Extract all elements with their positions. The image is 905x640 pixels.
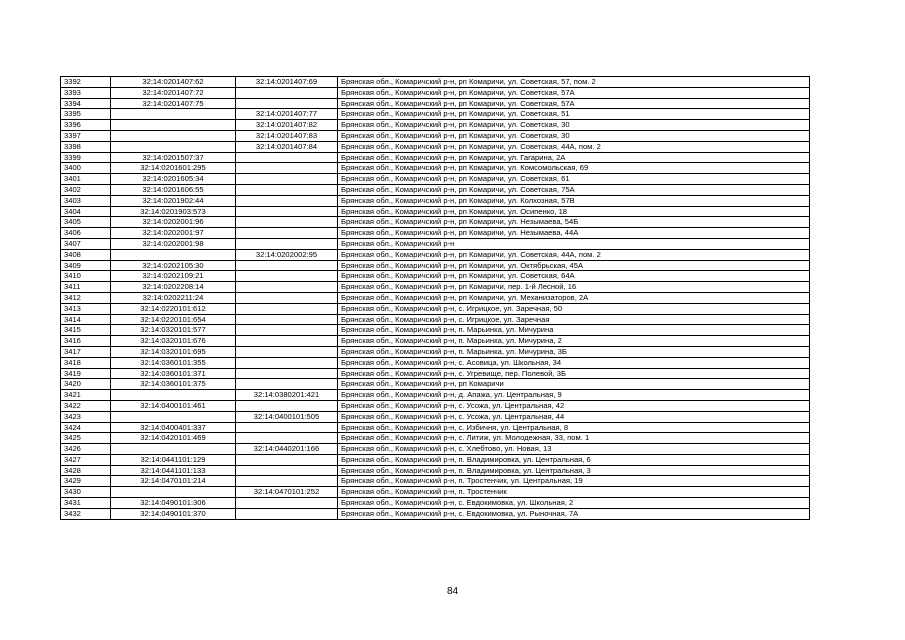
address-cell: Брянская обл., Комаричский р-н, с. Избичня, ул. Центральная, 8 [338,422,810,433]
address-cell: Брянская обл., Комаричский р-н, рп Комаричи, ул. Незымаева, 54Б [338,217,810,228]
row-number-cell: 3408 [61,249,111,260]
table-row [61,508,810,519]
address-cell: Брянская обл., Комаричский р-н, п. Владимировка, ул. Центральная, 3 [338,465,810,476]
table-row [61,249,810,260]
table-row [61,476,810,487]
table-row [61,325,810,336]
related-cadastral-number-cell [236,228,338,239]
address-cell: Брянская обл., Комаричский р-н, рп Комаричи, ул. Советская, 57А [338,98,810,109]
cadastral-number-cell: 32:14:0490101:370 [111,508,236,519]
related-cadastral-number-cell [236,314,338,325]
address-cell: Брянская обл., Комаричский р-н [338,238,810,249]
related-cadastral-number-cell: 32:14:0201407:69 [236,77,338,88]
row-number-cell: 3400 [61,163,111,174]
cadastral-number-cell: 32:14:0360101:355 [111,357,236,368]
cadastral-number-cell [111,130,236,141]
related-cadastral-number-cell [236,184,338,195]
cadastral-number-cell [111,411,236,422]
related-cadastral-number-cell: 32:14:0201407:82 [236,120,338,131]
address-cell: Брянская обл., Комаричский р-н, с. Литиж, ул. Молодежная, 33, пом. 1 [338,433,810,444]
cadastral-number-cell: 32:14:0202001:96 [111,217,236,228]
related-cadastral-number-cell [236,303,338,314]
table-row [61,433,810,444]
cadastral-number-cell: 32:14:0441101:129 [111,454,236,465]
cadastral-number-cell [111,120,236,131]
cadastral-number-cell: 32:14:0320101:676 [111,336,236,347]
related-cadastral-number-cell [236,217,338,228]
related-cadastral-number-cell [236,400,338,411]
cadastral-number-cell [111,141,236,152]
related-cadastral-number-cell: 32:14:0400101:505 [236,411,338,422]
row-number-cell: 3426 [61,444,111,455]
table-row [61,357,810,368]
address-cell: Брянская обл., Комаричский р-н, п. Тростенчик [338,487,810,498]
cadastral-number-cell: 32:14:0360101:375 [111,379,236,390]
row-number-cell: 3424 [61,422,111,433]
related-cadastral-number-cell [236,206,338,217]
table-row [61,292,810,303]
registry-table [60,76,810,520]
table-row [61,98,810,109]
cadastral-number-cell: 32:14:0320101:695 [111,346,236,357]
address-cell: Брянская обл., Комаричский р-н, п. Марьинка, ул. Мичурина, 2 [338,336,810,347]
table-row [61,87,810,98]
cadastral-number-cell: 32:14:0201606:55 [111,184,236,195]
related-cadastral-number-cell: 32:14:0380201:421 [236,390,338,401]
row-number-cell: 3428 [61,465,111,476]
address-cell: Брянская обл., Комаричский р-н, рп Комаричи, ул. Советская, 44А, пом. 2 [338,141,810,152]
row-number-cell: 3403 [61,195,111,206]
related-cadastral-number-cell [236,174,338,185]
cadastral-number-cell: 32:14:0202208:14 [111,282,236,293]
row-number-cell: 3398 [61,141,111,152]
address-cell: Брянская обл., Комаричский р-н, рп Комаричи, ул. Советская, 61 [338,174,810,185]
row-number-cell: 3423 [61,411,111,422]
related-cadastral-number-cell [236,292,338,303]
row-number-cell: 3418 [61,357,111,368]
table-row [61,487,810,498]
page-number: 84 [446,586,459,597]
table-row [61,206,810,217]
cadastral-number-cell: 32:14:0441101:133 [111,465,236,476]
cadastral-number-cell: 32:14:0202109:21 [111,271,236,282]
table-row [61,422,810,433]
address-cell: Брянская обл., Комаричский р-н, рп Комаричи, ул. Советская, 64А [338,271,810,282]
related-cadastral-number-cell [236,238,338,249]
address-cell: Брянская обл., Комаричский р-н, п. Владимировка, ул. Центральная, 6 [338,454,810,465]
cadastral-number-cell: 32:14:0201605:34 [111,174,236,185]
address-cell: Брянская обл., Комаричский р-н, с. Евдокимовка, ул. Школьная, 2 [338,498,810,509]
address-cell: Брянская обл., Комаричский р-н, с. Игрицкое, ул. Заречная, 50 [338,303,810,314]
row-number-cell: 3396 [61,120,111,131]
address-cell: Брянская обл., Комаричский р-н, рп Комаричи, ул. Советская, 51 [338,109,810,120]
related-cadastral-number-cell [236,195,338,206]
address-cell: Брянская обл., Комаричский р-н, п. Тростенчик, ул. Центральная, 19 [338,476,810,487]
table-row [61,314,810,325]
address-cell: Брянская обл., Комаричский р-н, рп Комаричи, ул. Советская, 30 [338,130,810,141]
row-number-cell: 3407 [61,238,111,249]
cadastral-number-cell: 32:14:0202105:30 [111,260,236,271]
registry-table-body [61,77,810,520]
related-cadastral-number-cell [236,271,338,282]
address-cell: Брянская обл., Комаричский р-н, п. Марьинка, ул. Мичурина [338,325,810,336]
table-row [61,217,810,228]
cadastral-number-cell: 32:14:0400401:337 [111,422,236,433]
address-cell: Брянская обл., Комаричский р-н, с. Игрицкое, ул. Заречная [338,314,810,325]
cadastral-number-cell: 32:14:0201407:72 [111,87,236,98]
table-row [61,77,810,88]
cadastral-number-cell: 32:14:0400101:461 [111,400,236,411]
cadastral-number-cell: 32:14:0360101:371 [111,368,236,379]
table-row [61,498,810,509]
cadastral-number-cell: 32:14:0201507:37 [111,152,236,163]
address-cell: Брянская обл., Комаричский р-н, рп Комаричи, ул. Осипенко, 18 [338,206,810,217]
table-row [61,120,810,131]
row-number-cell: 3402 [61,184,111,195]
cadastral-number-cell [111,390,236,401]
table-row [61,271,810,282]
address-cell: Брянская обл., Комаричский р-н, рп Комаричи, ул. Октябрьская, 45А [338,260,810,271]
address-cell: Брянская обл., Комаричский р-н, рп Комаричи, ул. Колхозная, 57В [338,195,810,206]
address-cell: Брянская обл., Комаричский р-н, с. Усожа, ул. Центральная, 42 [338,400,810,411]
related-cadastral-number-cell: 32:14:0201407:84 [236,141,338,152]
row-number-cell: 3425 [61,433,111,444]
cadastral-number-cell: 32:14:0202001:98 [111,238,236,249]
row-number-cell: 3397 [61,130,111,141]
related-cadastral-number-cell [236,357,338,368]
table-row [61,346,810,357]
cadastral-number-cell: 32:14:0490101:306 [111,498,236,509]
row-number-cell: 3395 [61,109,111,120]
address-cell: Брянская обл., Комаричский р-н, рп Комаричи, ул. Комсомольская, 69 [338,163,810,174]
related-cadastral-number-cell [236,465,338,476]
cadastral-number-cell: 32:14:0201903:573 [111,206,236,217]
cadastral-number-cell: 32:14:0470101:214 [111,476,236,487]
table-row [61,454,810,465]
table-row [61,336,810,347]
cadastral-number-cell: 32:14:0201601:295 [111,163,236,174]
cadastral-number-cell [111,487,236,498]
cadastral-number-cell: 32:14:0220101:612 [111,303,236,314]
related-cadastral-number-cell: 32:14:0201407:83 [236,130,338,141]
row-number-cell: 3404 [61,206,111,217]
table-row [61,444,810,455]
related-cadastral-number-cell [236,98,338,109]
row-number-cell: 3430 [61,487,111,498]
cadastral-number-cell: 32:14:0202001:97 [111,228,236,239]
table-row [61,152,810,163]
table-row [61,163,810,174]
address-cell: Брянская обл., Комаричский р-н, рп Комаричи, ул. Гагарина, 2А [338,152,810,163]
table-row [61,411,810,422]
row-number-cell: 3432 [61,508,111,519]
table-row [61,228,810,239]
related-cadastral-number-cell [236,282,338,293]
cadastral-number-cell: 32:14:0201902:44 [111,195,236,206]
row-number-cell: 3414 [61,314,111,325]
related-cadastral-number-cell [236,379,338,390]
table-row [61,238,810,249]
address-cell: Брянская обл., Комаричский р-н, с. Хлебтово, ул. Новая, 13 [338,444,810,455]
table-row [61,195,810,206]
address-cell: Брянская обл., Комаричский р-н, рп Комаричи, ул. Механизаторов, 2А [338,292,810,303]
related-cadastral-number-cell [236,152,338,163]
row-number-cell: 3429 [61,476,111,487]
related-cadastral-number-cell [236,476,338,487]
related-cadastral-number-cell [236,422,338,433]
address-cell: Брянская обл., Комаричский р-н, рп Комаричи, ул. Советская, 57, пом. 2 [338,77,810,88]
address-cell: Брянская обл., Комаричский р-н, с. Усожа, ул. Центральная, 44 [338,411,810,422]
related-cadastral-number-cell [236,508,338,519]
address-cell: Брянская обл., Комаричский р-н, рп Комаричи, ул. Советская, 30 [338,120,810,131]
related-cadastral-number-cell: 32:14:0201407:77 [236,109,338,120]
table-row [61,390,810,401]
row-number-cell: 3412 [61,292,111,303]
table-row [61,282,810,293]
related-cadastral-number-cell [236,163,338,174]
table-row [61,260,810,271]
address-cell: Брянская обл., Комаричский р-н, рп Комаричи, ул. Советская, 57А [338,87,810,98]
table-row [61,130,810,141]
table-row [61,368,810,379]
related-cadastral-number-cell: 32:14:0202002:95 [236,249,338,260]
row-number-cell: 3421 [61,390,111,401]
related-cadastral-number-cell [236,260,338,271]
related-cadastral-number-cell: 32:14:0440201:166 [236,444,338,455]
row-number-cell: 3392 [61,77,111,88]
cadastral-number-cell: 32:14:0320101:577 [111,325,236,336]
table-row [61,141,810,152]
row-number-cell: 3406 [61,228,111,239]
cadastral-number-cell: 32:14:0420101:469 [111,433,236,444]
row-number-cell: 3420 [61,379,111,390]
row-number-cell: 3411 [61,282,111,293]
address-cell: Брянская обл., Комаричский р-н, с. Асовица, ул. Школьная, 34 [338,357,810,368]
row-number-cell: 3427 [61,454,111,465]
address-cell: Брянская обл., Комаричский р-н, п. Марьинка, ул. Мичурина, 3Б [338,346,810,357]
cadastral-number-cell [111,109,236,120]
table-row [61,109,810,120]
table-row [61,465,810,476]
related-cadastral-number-cell [236,325,338,336]
table-row [61,379,810,390]
row-number-cell: 3416 [61,336,111,347]
cadastral-number-cell: 32:14:0201407:62 [111,77,236,88]
row-number-cell: 3415 [61,325,111,336]
address-cell: Брянская обл., Комаричский р-н, рп Комаричи, ул. Советская, 75А [338,184,810,195]
address-cell: Брянская обл., Комаричский р-н, с. Угревище, пер. Полевой, 3Б [338,368,810,379]
row-number-cell: 3417 [61,346,111,357]
address-cell: Брянская обл., Комаричский р-н, рп Комаричи, пер. 1-й Лесной, 16 [338,282,810,293]
related-cadastral-number-cell [236,433,338,444]
address-cell: Брянская обл., Комаричский р-н, рп Комаричи, ул. Советская, 44А, пом. 2 [338,249,810,260]
cadastral-number-cell: 32:14:0202211:24 [111,292,236,303]
row-number-cell: 3399 [61,152,111,163]
row-number-cell: 3409 [61,260,111,271]
row-number-cell: 3405 [61,217,111,228]
row-number-cell: 3413 [61,303,111,314]
address-cell: Брянская обл., Комаричский р-н, д. Апажа, ул. Центральная, 9 [338,390,810,401]
row-number-cell: 3422 [61,400,111,411]
related-cadastral-number-cell [236,454,338,465]
table-row [61,303,810,314]
related-cadastral-number-cell [236,336,338,347]
cadastral-number-cell: 32:14:0201407:75 [111,98,236,109]
address-cell: Брянская обл., Комаричский р-н, рп Комаричи [338,379,810,390]
row-number-cell: 3401 [61,174,111,185]
table-row [61,400,810,411]
row-number-cell: 3431 [61,498,111,509]
row-number-cell: 3393 [61,87,111,98]
cadastral-number-cell: 32:14:0220101:654 [111,314,236,325]
related-cadastral-number-cell [236,87,338,98]
table-row [61,184,810,195]
cadastral-number-cell [111,249,236,260]
related-cadastral-number-cell [236,498,338,509]
address-cell: Брянская обл., Комаричский р-н, рп Комаричи, ул. Незымаева, 44А [338,228,810,239]
row-number-cell: 3410 [61,271,111,282]
related-cadastral-number-cell [236,346,338,357]
related-cadastral-number-cell: 32:14:0470101:252 [236,487,338,498]
address-cell: Брянская обл., Комаричский р-н, с. Евдокимовка, ул. Рыночная, 7А [338,508,810,519]
related-cadastral-number-cell [236,368,338,379]
table-row [61,174,810,185]
row-number-cell: 3419 [61,368,111,379]
row-number-cell: 3394 [61,98,111,109]
cadastral-number-cell [111,444,236,455]
